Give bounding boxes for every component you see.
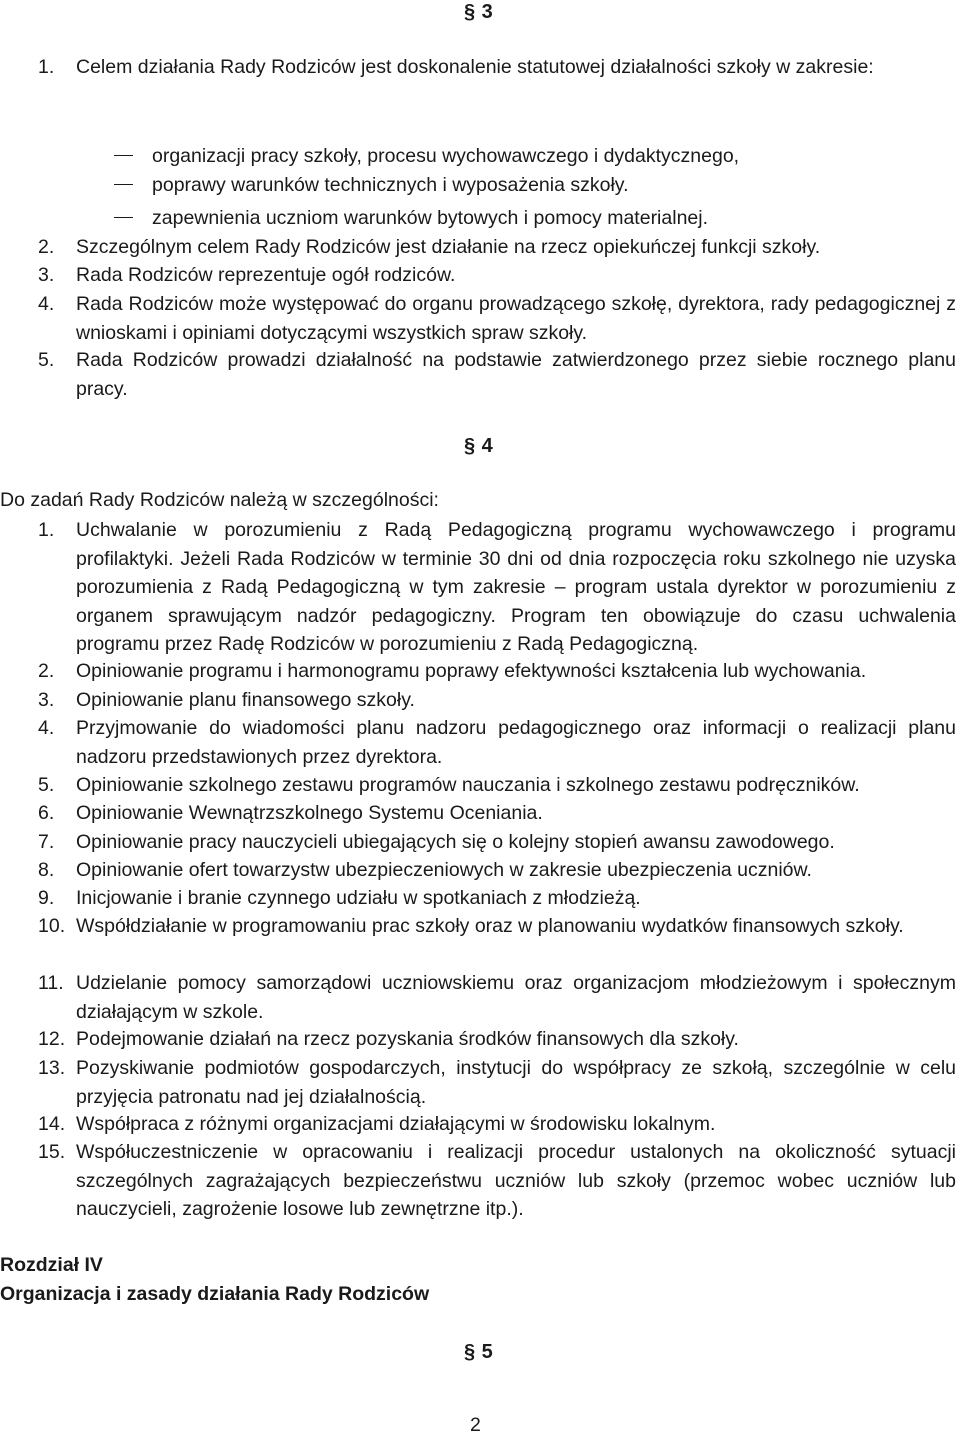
chapter-title: Rozdział IV	[0, 1254, 103, 1276]
item-number: 14.	[38, 1113, 66, 1135]
list-item	[38, 884, 956, 913]
list-item	[38, 53, 956, 82]
item-text: Uchwalanie w porozumieniu z Radą Pedagogiczną programu wychowawczego i programu profilaktyki. Jeżeli Rada Rodziców w terminie 30 dni od dnia rozpoczęcia roku szkolnego nie uzyska porozumienia z Radą Pedagogiczną w tym zakresie – program ustala dyrektor w porozumieniu z organem sprawującym nadzór pedagogiczny. Program ten obowiązuje do czasu uchwalenia programu przez Radę Rodziców w porozumieniu z Radą Pedagogiczną.	[76, 519, 956, 656]
item-text: Udzielanie pomocy samorządowi uczniowskiemu oraz organizacjom młodzieżowym i społecznym działającym w szkole.	[76, 972, 956, 1023]
list-item	[38, 346, 956, 403]
section-intro: Do zadań Rady Rodziców należą w szczególności:	[0, 489, 439, 511]
list-item	[38, 1138, 956, 1224]
item-text: Opiniowanie szkolnego zestawu programów nauczania i szkolnego zestawu podręczników.	[76, 774, 860, 796]
list-item	[38, 233, 956, 262]
item-number: 8.	[38, 859, 55, 881]
item-number: 3.	[38, 689, 55, 711]
item-text: Opiniowanie ofert towarzystw ubezpieczeniowych w zakresie ubezpieczenia uczniów.	[76, 859, 812, 881]
list-item	[38, 261, 956, 290]
item-text: Opiniowanie Wewnątrzszkolnego Systemu Oceniania.	[76, 802, 543, 824]
list-item	[38, 856, 956, 885]
item-text: Rada Rodziców reprezentuje ogół rodziców.	[76, 264, 456, 286]
item-number: 2.	[38, 236, 55, 258]
item-number: 3.	[38, 264, 55, 286]
item-number: 1.	[38, 519, 55, 541]
list-item	[38, 714, 956, 771]
sub-list-item	[114, 171, 914, 200]
list-item	[38, 771, 956, 800]
item-text: Opiniowanie programu i harmonogramu poprawy efektywności kształcenia lub wychowania.	[76, 660, 867, 682]
list-item	[38, 516, 956, 659]
item-number: 2.	[38, 660, 55, 682]
item-text: Współpraca z różnymi organizacjami działającymi w środowisku lokalnym.	[76, 1113, 716, 1135]
sub-item-text: organizacji pracy szkoły, procesu wychowawczego i dydaktycznego,	[152, 145, 740, 167]
list-item	[38, 1110, 956, 1139]
item-text: Pozyskiwanie podmiotów gospodarczych, instytucji do współpracy ze szkołą, szczególnie w celu przyjęcia patronatu nad jej działalnością.	[76, 1057, 956, 1108]
sub-item-text: zapewnienia uczniom warunków bytowych i pomocy materialnej.	[152, 207, 709, 229]
item-text: Podejmowanie działań na rzecz pozyskania środków finansowych dla szkoły.	[76, 1028, 739, 1050]
item-number: 6.	[38, 802, 55, 824]
section-heading-5: § 5	[464, 1341, 494, 1363]
sub-item-text: poprawy warunków technicznych i wyposażenia szkoły.	[152, 174, 629, 196]
item-text: Opiniowanie pracy nauczycieli ubiegających się o kolejny stopień awansu zawodowego.	[76, 831, 835, 853]
dash-bullet	[114, 217, 133, 218]
item-number: 5.	[38, 349, 55, 371]
item-number: 5.	[38, 774, 55, 796]
item-text: Rada Rodziców może występować do organu prowadzącego szkołę, dyrektora, rady pedagogicznej z wnioskami i opiniami dotyczącymi wszystkich spraw szkoły.	[76, 293, 956, 344]
section-heading-3: § 3	[464, 1, 494, 23]
list-item	[38, 799, 956, 828]
list-item	[38, 828, 956, 857]
item-number: 9.	[38, 887, 55, 909]
sub-list-item	[114, 204, 914, 233]
sub-list-item	[114, 142, 914, 171]
list-item	[38, 1054, 956, 1111]
item-number: 15.	[38, 1141, 66, 1163]
list-item	[38, 686, 956, 715]
list-item	[38, 912, 956, 941]
list-item	[38, 657, 956, 686]
item-number: 4.	[38, 717, 55, 739]
list-item	[38, 1025, 956, 1054]
item-number: 4.	[38, 293, 55, 315]
item-number: 11.	[38, 972, 64, 994]
item-text: Przyjmowanie do wiadomości planu nadzoru pedagogicznego oraz informacji o realizacji planu nadzoru przedstawionych przez dyrektora.	[76, 717, 956, 768]
item-number: 10.	[38, 915, 66, 937]
item-number: 7.	[38, 831, 55, 853]
dash-bullet	[114, 184, 133, 185]
item-text: Szczególnym celem Rady Rodziców jest działanie na rzecz opiekuńczej funkcji szkoły.	[76, 236, 821, 258]
item-text: Opiniowanie planu finansowego szkoły.	[76, 689, 415, 711]
page-number: 2	[470, 1414, 481, 1436]
item-number: 1.	[38, 56, 55, 78]
item-text: Rada Rodziców prowadzi działalność na podstawie zatwierdzonego przez siebie rocznego planu pracy.	[76, 349, 956, 400]
item-text: Współdziałanie w programowaniu prac szkoły oraz w planowaniu wydatków finansowych szkoły.	[76, 915, 904, 937]
item-number: 12.	[38, 1028, 66, 1050]
list-item	[38, 969, 956, 1026]
section-heading-4: § 4	[464, 435, 494, 457]
item-text: Celem działania Rady Rodziców jest doskonalenie statutowej działalności szkoły w zakresie:	[76, 56, 874, 78]
item-text: Inicjowanie i branie czynnego udziału w spotkaniach z młodzieżą.	[76, 887, 641, 909]
item-number: 13.	[38, 1057, 66, 1079]
chapter-subtitle: Organizacja i zasady działania Rady Rodziców	[0, 1283, 430, 1305]
list-item	[38, 290, 956, 347]
dash-bullet	[114, 155, 133, 156]
item-text: Współuczestniczenie w opracowaniu i realizacji procedur ustalonych na okoliczność sytuacji szczególnych zagrażających bezpieczeństwu uczniów lub szkoły (przemoc wobec uczniów lub nauczycieli, zagrożenie losowe lub zewnętrzne itp.).	[76, 1141, 956, 1221]
